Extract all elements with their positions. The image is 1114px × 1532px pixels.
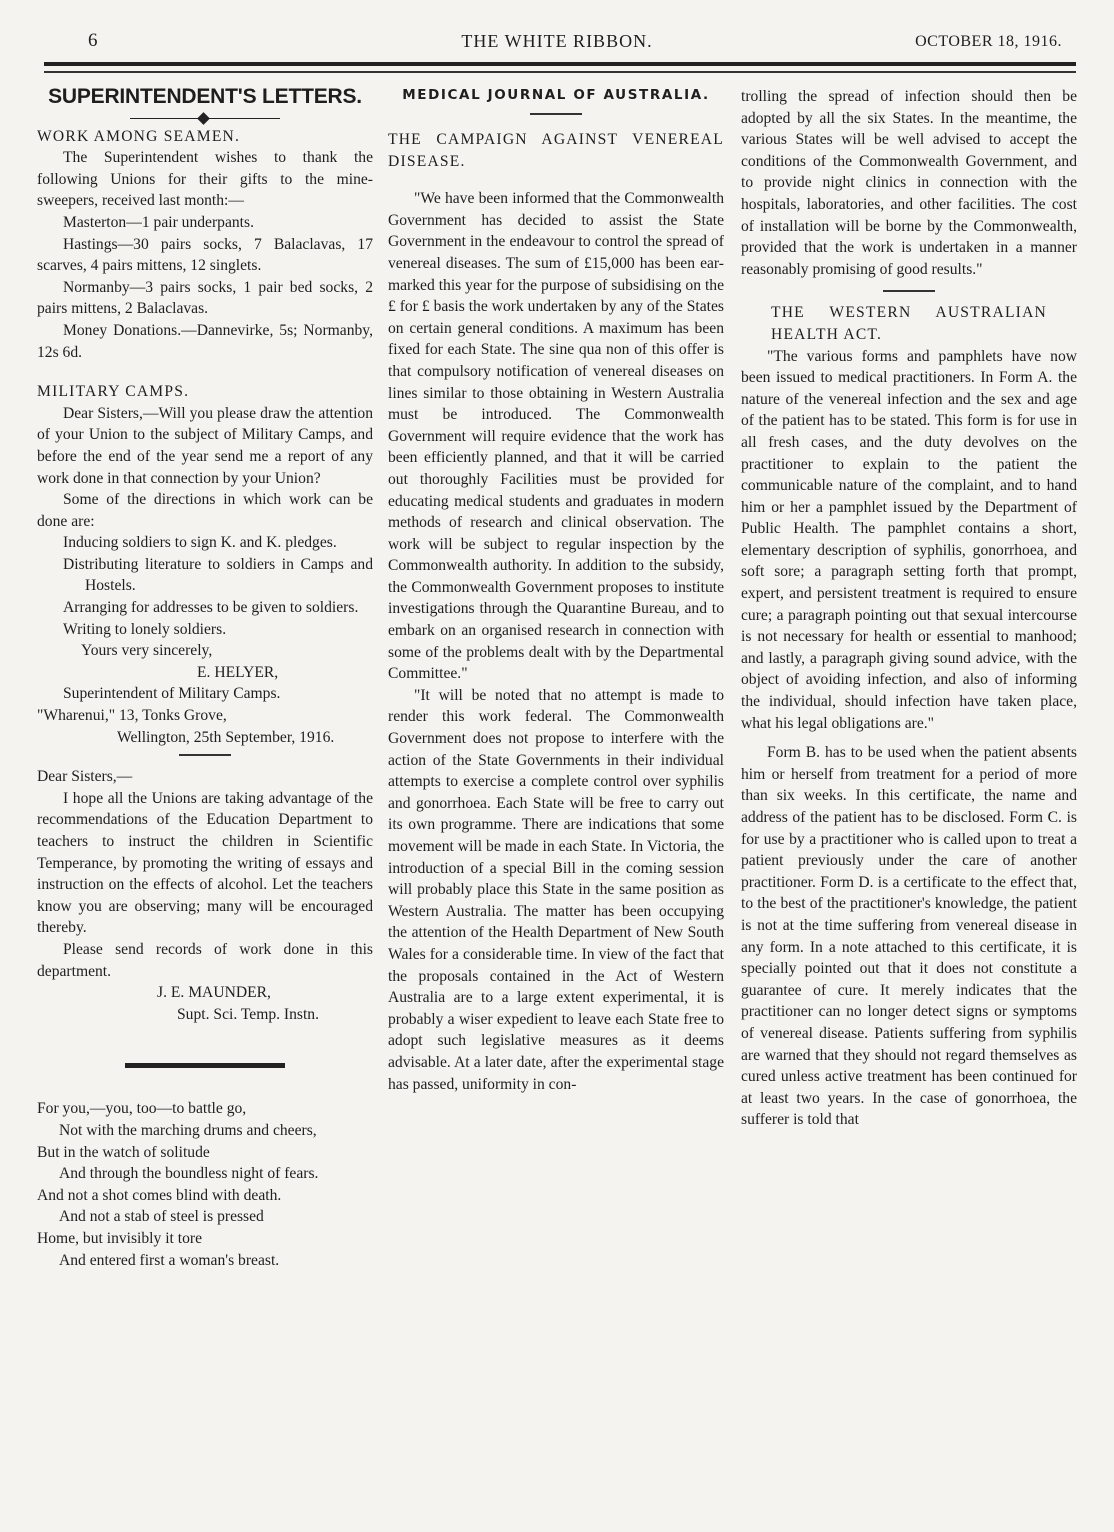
signature-address: "Wharenui," 13, Tonks Grove, [37, 707, 227, 725]
column-middle [388, 86, 724, 1095]
military-camps-heading: MILITARY CAMPS. [37, 383, 190, 401]
page-number: 6 [88, 30, 98, 51]
page-header [0, 0, 1114, 80]
poem-line: For you,—you, too—to battle go, [37, 1100, 247, 1118]
article-paragraph: Form B. has to be used when the patient absents him or herself from treatment for a period of more than six weeks. In this certificate, the name and address of the patient has to be disclosed. Form C. is for use by a practitioner who is called upon to treat a patient previously under the care of another practitioner. Form D. is a certificate to the effect that, to the best of the practitioner's knowledge, the patient is not at the time suffering from venereal disease in any form. In a note attached to this certificate, it is specially pointed out that it does not constitute a guarantee of cure. It merely indicates that the practitioner can no longer detect signs or symptoms of venereal disease. Patients suffering from syphilis are warned that they should not regard themselves as cured unless active treatment has been continued for at least two years. In the case of gonorrhoea, the sufferer is told that [741, 744, 1077, 1129]
camps-paragraph: Some of the directions in which work can be done are: [37, 491, 373, 530]
article-paragraph: "It will be noted that no attempt is made to render this work federal. The Commonwealth Government does not propose to interfere with the action of the State Governments in their individual attempts to exercise a complete control over syphilis and gonorrhoea. Each State will be free to carry out its own programme. There are indications that some movement will be made in each State. In Victoria, the introduction of a special Bill in the coming session will probably place this State in the same position as Western Australia. The matter has been occupying the attention of the Health Department of New South Wales for a considerable time. In view of the fact that the proposals contained in the Act of Western Australia are to a large extent experimental, it is probably a wiser expedient to leave each State free to adopt such legislative measures as it deems advisable. At a later date, after the experimental stage has passed, uniformity in con- [388, 686, 724, 1093]
signature-title: Supt. Sci. Temp. Instn. [177, 1005, 320, 1023]
poem-line: And through the boundless night of fears. [59, 1165, 319, 1183]
newspaper-title: THE WHITE RIBBON. [461, 31, 653, 51]
poem-line: Not with the marching drums and cheers, [59, 1121, 317, 1139]
seamen-intro: The Superintendent wishes to thank the following Unions for their gifts to the mine-sweepers, received last month:— [37, 149, 373, 210]
article-paragraph: "The various forms and pamphlets have now been issued to medical practitioners. In Form A. the nature of the venereal infection and the sex and age of the patient has to be stated. This form is for use in all fresh cases, and the duty devolves on the practitioner to explain to the patient the communicable nature of the complaint, and to hand him or her a pamphlet issued by the Department of Public Health. The pamphlet contains a short, elementary description of syphilis, gonorrhoea, and soft sore; a paragraph setting forth that prompt, expert, and persistent treatment is required to ensure cure; a paragraph pointing out that sexual intercourse is not necessary for health or essential to manhood; and lastly, a paragraph giving sound advice, with the object of avoiding infection, and also of informing the individual, should infection have taken place, what his legal obligations are." [741, 347, 1077, 732]
signature-name: J. E. MAUNDER, [157, 984, 271, 1002]
signature-title: Superintendent of Military Camps. [63, 685, 281, 703]
poem-line: Home, but invisibly it tore [37, 1229, 203, 1247]
camps-list-item: Distributing literature to soldiers in Camps and Hostels. [63, 555, 373, 595]
issue-date: OCTOBER 18, 1916. [915, 33, 1062, 50]
seamen-item: Normanby—3 pairs socks, 1 pair bed socks, 2 pairs mittens, 2 Balaclavas. [37, 278, 373, 318]
seamen-item: Money Donations.—Dannevirke, 5s; Normanby, 12s 6d. [37, 321, 373, 361]
poem-line: But in the watch of solitude [37, 1143, 210, 1161]
campaign-heading: THE CAMPAIGN AGAINST VENEREAL DISEASE. [388, 131, 724, 170]
health-act-heading: THE WESTERN AUSTRALIAN HEALTH ACT. [771, 304, 1047, 343]
signature-date: Wellington, 25th September, 1916. [117, 728, 335, 746]
letter-paragraph: Please send records of work done in this department. [37, 940, 373, 980]
letter-paragraph: I hope all the Unions are taking advantage of the recommendations of the Education Department to teachers to instruct the children in Scientific Temperance, by promoting the writing of essays and instruction on the effects of alcohol. Let the teachers know you are observing; many will be encouraged thereby. [37, 789, 373, 937]
divider-ornament [130, 112, 280, 126]
seamen-heading: WORK AMONG SEAMEN. [37, 127, 241, 145]
superintendents-letters-heading: SUPERINTENDENT'S LETTERS. [48, 85, 362, 108]
header-rule [44, 62, 1076, 66]
poem-line: And not a shot comes blind with death. [37, 1186, 282, 1204]
section-divider [883, 290, 935, 292]
article-paragraph: "We have been informed that the Commonwealth Government has decided to assist the State Government in the endeavour to control the spread of venereal diseases. The sum of £15,000 has been ear-marked this year for the purpose of subsidising on the £ for £ basis the work undertaken by any of the States on certain general conditions. A maximum has been fixed for each State. The sine qua non of this offer is that compulsory notification of venereal diseases on lines similar to those obtaining in Western Australia must be introduced. The Commonwealth Government will require evidence that the work has been efficiently planned, and that it will be carried out thoroughly Facilities must be provided for educating medical students and graduates in modern methods of research and clinical observation. The work will be subject to regular inspection by the Commonwealth authority. In addition to the subsidy, the Commonwealth Government proposes to institute investigations through the Quarantine Bureau, and to embark on an organised research in connection with some of the problems dealt with by the Departmental Committee." [388, 190, 724, 683]
section-divider [179, 754, 231, 756]
camps-list-item: Arranging for addresses to be given to soldiers. [63, 599, 359, 617]
seamen-item: Hastings—30 pairs socks, 7 Balaclavas, 17 scarves, 4 pairs mittens, 12 singlets. [37, 235, 373, 275]
article-paragraph-continued: trolling the spread of infection should then be adopted by all the six States. In the meantime, the various States will be well advised to accept the conditions of the Commonwealth Government, and to provide night clinics in connection with the hospitals, laboratories, and other facilities. The cost of installation will be borne by the Commonwealth, provided that the work is undertaken in a manner reasonably promising of good results." [741, 88, 1077, 278]
seamen-item: Masterton—1 pair underpants. [63, 213, 254, 231]
section-divider [530, 113, 582, 115]
poem-line: And entered first a woman's breast. [59, 1251, 280, 1269]
poem-line: And not a stab of steel is pressed [59, 1208, 264, 1226]
letter-salutation: Dear Sisters,— [37, 768, 133, 786]
letter-closing: Yours very sincerely, [81, 642, 213, 660]
column-left [37, 86, 373, 1271]
camps-paragraph: Dear Sisters,—Will you please draw the attention of your Union to the subject of Military Camps, and before the end of the year send me a report of any work done in that connection by your Union? [37, 404, 373, 487]
header-rule-thin [44, 71, 1076, 73]
medical-journal-heading: MEDICAL JOURNAL OF AUSTRALIA. [402, 87, 710, 103]
camps-list-item: Writing to lonely soldiers. [63, 620, 227, 638]
section-divider-heavy [125, 1063, 285, 1068]
camps-list-item: Inducing soldiers to sign K. and K. pledges. [63, 534, 337, 552]
column-right [741, 86, 1077, 1131]
poem [37, 1098, 373, 1271]
signature-name: E. HELYER, [197, 663, 279, 681]
